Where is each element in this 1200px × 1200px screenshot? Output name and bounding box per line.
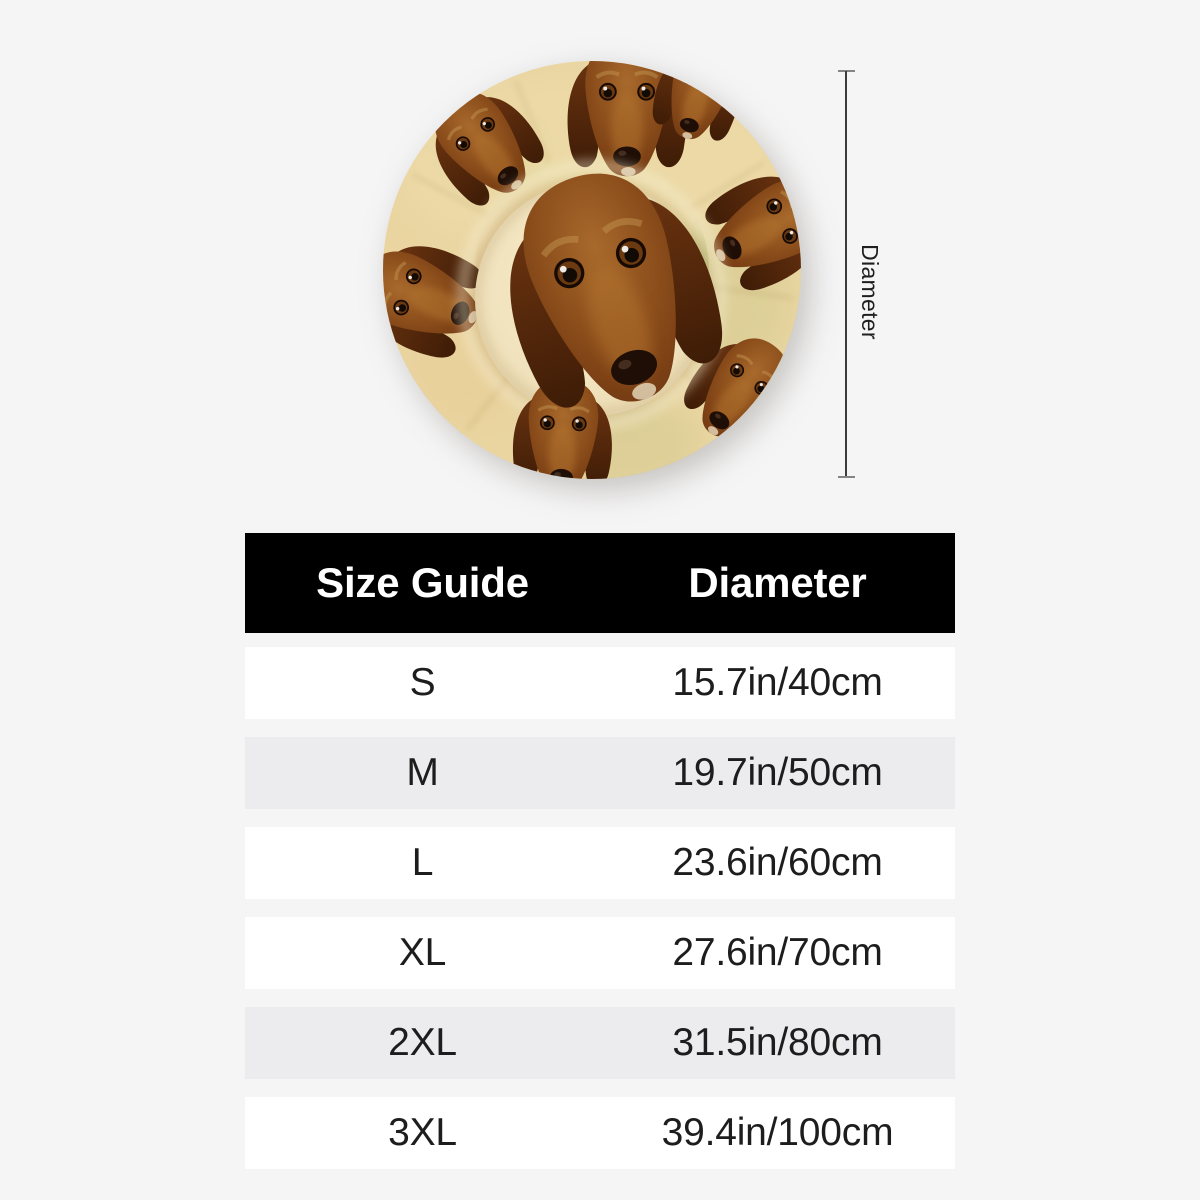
diameter-cell: 19.7in/50cm bbox=[672, 751, 883, 794]
table-row-l bbox=[245, 827, 955, 899]
diameter-measure-line bbox=[845, 71, 847, 477]
size-cell: M bbox=[406, 751, 439, 794]
pet-bed-image bbox=[383, 61, 801, 479]
size-cell: 3XL bbox=[388, 1111, 457, 1154]
diameter-cell: 23.6in/60cm bbox=[672, 841, 883, 884]
size-cell: XL bbox=[398, 931, 447, 974]
size-table-header bbox=[245, 533, 955, 633]
table-row-xl bbox=[245, 917, 955, 989]
diameter-cell: 39.4in/100cm bbox=[661, 1111, 894, 1154]
diameter-cell: 31.5in/80cm bbox=[672, 1021, 883, 1064]
header-cell-diameter: Diameter bbox=[688, 559, 867, 606]
table-row-m bbox=[245, 737, 955, 809]
table-row-2xl bbox=[245, 1007, 955, 1079]
diameter-cell: 27.6in/70cm bbox=[672, 931, 883, 974]
header-cell-size-guide: Size Guide bbox=[316, 559, 529, 606]
size-cell: L bbox=[411, 841, 434, 884]
table-row-s bbox=[245, 647, 955, 719]
measure-cap-bottom bbox=[838, 476, 855, 478]
diameter-cell: 15.7in/40cm bbox=[672, 661, 883, 704]
diameter-measure-label: Diameter bbox=[857, 244, 883, 340]
size-cell: S bbox=[409, 661, 436, 704]
size-cell: 2XL bbox=[388, 1021, 457, 1064]
table-row-3xl bbox=[245, 1097, 955, 1169]
product-photo bbox=[383, 61, 801, 479]
size-guide-table bbox=[245, 533, 955, 1187]
